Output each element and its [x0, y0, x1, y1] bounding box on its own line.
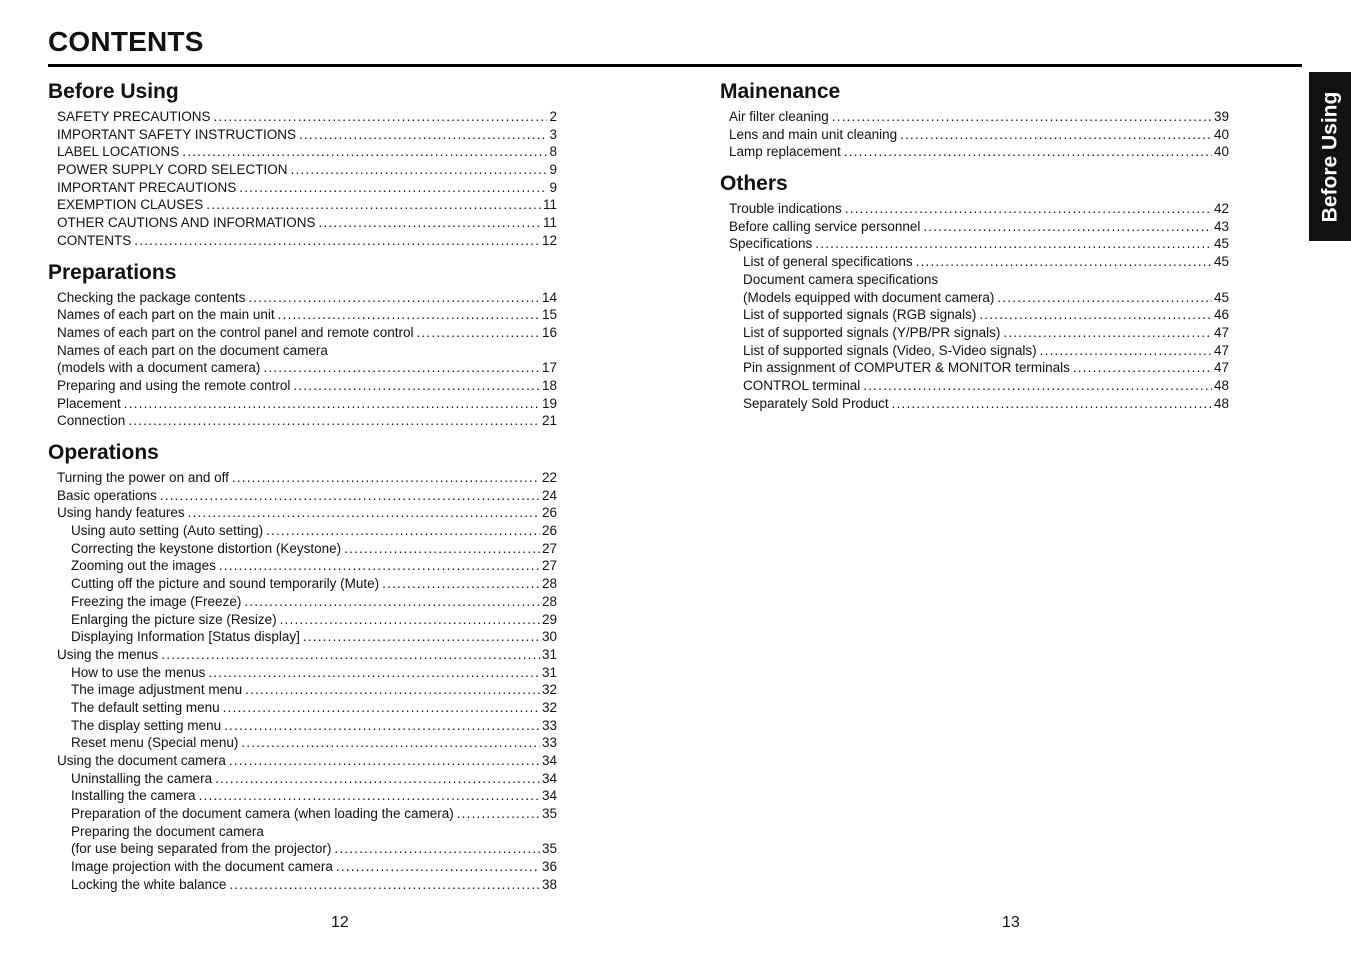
- dot-leader: [1073, 359, 1212, 377]
- toc-entry[interactable]: [57, 126, 557, 144]
- section-heading: Preparations: [48, 260, 177, 284]
- toc-entry-page: 33: [541, 717, 557, 733]
- toc-entry[interactable]: [71, 699, 557, 717]
- toc-section-preparations: [48, 259, 558, 431]
- toc-entry-label: Preparing and using the remote control: [57, 377, 291, 393]
- toc-entry-page: 26: [541, 523, 557, 539]
- dot-leader: [182, 143, 547, 161]
- toc-entry-label: Preparation of the document camera (when loading the camera): [71, 806, 454, 822]
- dot-leader: [219, 557, 540, 575]
- toc-entry[interactable]: [71, 628, 557, 646]
- toc-entry-page: 47: [1213, 360, 1229, 376]
- toc-entry-label: Air filter cleaning: [729, 109, 829, 124]
- toc-entry-page: 33: [541, 735, 557, 751]
- toc-section-before-using: [48, 78, 558, 250]
- toc-entry-label: How to use the menus: [71, 664, 206, 680]
- toc-entry-label: Preparing the document camera: [71, 823, 264, 839]
- toc-entry-page: 9: [549, 162, 557, 178]
- toc-entry-label: OTHER CAUTIONS AND INFORMATIONS: [57, 215, 316, 231]
- toc-entry-label: Installing the camera: [71, 788, 196, 804]
- toc-entry[interactable]: [57, 324, 557, 342]
- dot-leader: [291, 161, 548, 179]
- dot-leader: [815, 235, 1212, 253]
- toc-entry-label: IMPORTANT SAFETY INSTRUCTIONS: [57, 126, 297, 142]
- toc-entry[interactable]: [57, 395, 557, 413]
- dot-leader: [215, 770, 540, 788]
- toc-entry-page: 12: [541, 232, 557, 248]
- toc-entry[interactable]: [57, 289, 557, 307]
- toc-entry[interactable]: [57, 108, 557, 126]
- dot-leader: [248, 289, 540, 307]
- dot-leader: [299, 126, 547, 144]
- toc-entry[interactable]: [57, 646, 557, 664]
- toc-entry-page: 38: [541, 876, 557, 892]
- toc-entry[interactable]: [57, 752, 557, 770]
- dot-leader: [845, 200, 1212, 218]
- toc-entry-label: Before calling service personnel: [729, 218, 921, 234]
- dot-leader: [263, 359, 540, 377]
- toc-entry-page: 29: [541, 611, 557, 627]
- dot-leader: [124, 395, 540, 413]
- toc-entry-page: 40: [1213, 126, 1229, 142]
- toc-entry-page: 30: [541, 629, 557, 645]
- toc-entry-page: 21: [541, 413, 557, 429]
- toc-entry-page: 9: [549, 179, 557, 195]
- toc-entry[interactable]: [71, 876, 557, 894]
- toc-entry[interactable]: [71, 858, 557, 876]
- toc-entry-page: 14: [541, 289, 557, 305]
- toc-entry-label: EXEMPTION CLAUSES: [57, 197, 204, 213]
- toc-entry-page: 27: [541, 558, 557, 574]
- toc-entry[interactable]: [57, 179, 557, 197]
- toc-entry-page: 11: [542, 197, 557, 213]
- toc-entry-label: Using auto setting (Auto setting): [71, 523, 264, 539]
- toc-entry-label: Names of each part on the main unit: [57, 307, 275, 323]
- toc-entry-page: 19: [541, 395, 557, 411]
- toc-entry-page: 22: [541, 470, 557, 485]
- toc-entry[interactable]: [57, 232, 557, 250]
- right-column: [720, 78, 1230, 421]
- toc-entry-page: 34: [541, 770, 557, 786]
- dot-leader: [223, 699, 540, 717]
- toc-entry[interactable]: [71, 593, 557, 611]
- page-number-right: 13: [1002, 914, 1020, 931]
- dot-leader: [241, 734, 540, 752]
- toc-entry[interactable]: [729, 200, 1229, 218]
- toc-entry-label: Uninstalling the camera: [71, 770, 213, 786]
- toc-entry-page: 48: [1213, 395, 1229, 411]
- toc-entry-label: (models with a document camera): [57, 360, 261, 376]
- left-column: [48, 78, 558, 903]
- toc-entry-page: 24: [541, 487, 557, 503]
- dot-leader: [188, 504, 540, 522]
- toc-entry-label: Pin assignment of COMPUTER & MONITOR terminals: [743, 360, 1070, 376]
- toc-entry-label: Reset menu (Special menu): [71, 735, 239, 751]
- toc-entry-label: Freezing the image (Freeze): [71, 593, 242, 609]
- toc-entry[interactable]: [57, 161, 557, 179]
- toc-entry-label: List of supported signals (Video, S-Video signals): [743, 342, 1037, 358]
- title-rule: [48, 64, 1302, 67]
- dot-leader: [416, 324, 540, 342]
- toc-entry[interactable]: [743, 253, 1229, 271]
- toc-entry-label: SAFETY PRECAUTIONS: [57, 109, 211, 124]
- toc-entry-page: 46: [1213, 307, 1229, 323]
- toc-entry-label: Names of each part on the control panel and remote control: [57, 324, 414, 340]
- toc-entry[interactable]: [57, 306, 557, 324]
- toc-entry-label: The image adjustment menu: [71, 682, 243, 698]
- dot-leader: [232, 469, 540, 487]
- toc-entry-label: Turning the power on and off: [57, 470, 229, 485]
- toc-entry-label: Enlarging the picture size (Resize): [71, 611, 277, 627]
- toc-entry[interactable]: [57, 412, 557, 430]
- side-tab-label: Before Using: [1318, 91, 1341, 222]
- dot-leader: [319, 214, 541, 232]
- toc-entry-page: 15: [541, 307, 557, 323]
- toc-entry-label: Using handy features: [57, 505, 185, 521]
- toc-entry-label: List of supported signals (RGB signals): [743, 307, 977, 323]
- toc-entry-label: Document camera specifications: [743, 271, 939, 287]
- toc-entry-page: 36: [541, 859, 557, 875]
- toc-entry-label: Cutting off the picture and sound temporarily (Mute): [71, 576, 380, 592]
- toc-entry[interactable]: [743, 289, 1229, 307]
- toc-entry[interactable]: [729, 126, 1229, 144]
- toc-entry-page: 8: [549, 144, 557, 160]
- toc-entry[interactable]: [57, 469, 557, 487]
- dot-leader: [208, 664, 540, 682]
- page-number-left: 12: [331, 914, 349, 931]
- toc-entry-page: 35: [541, 806, 557, 822]
- toc-entry-page: 17: [541, 360, 557, 376]
- toc-entry[interactable]: [57, 342, 557, 360]
- section-heading: Operations: [48, 441, 159, 464]
- toc-entry-label: LABEL LOCATIONS: [57, 144, 180, 160]
- dot-leader: [161, 646, 540, 664]
- toc-entry-label: Names of each part on the document camera: [57, 342, 328, 358]
- toc-entry-label: CONTENTS: [57, 232, 132, 248]
- dot-leader: [892, 395, 1212, 413]
- toc-entry[interactable]: [57, 214, 557, 232]
- toc-entry-label: Locking the white balance: [71, 876, 227, 892]
- toc-entry-label: Using the menus: [57, 646, 159, 662]
- toc-entry[interactable]: [71, 557, 557, 575]
- toc-entry-label: Displaying Information [Status display]: [71, 629, 300, 645]
- toc-section-operations: [48, 439, 558, 894]
- dot-leader: [863, 377, 1212, 395]
- toc-entry[interactable]: [743, 377, 1229, 395]
- toc-entry[interactable]: [71, 805, 557, 823]
- dot-leader: [997, 289, 1212, 307]
- dot-leader: [344, 540, 540, 558]
- toc-entry-page: 34: [541, 788, 557, 804]
- dot-leader: [224, 717, 540, 735]
- section-heading: Others: [720, 172, 788, 196]
- toc-entry-page: 2: [549, 109, 557, 124]
- toc-entry-label: IMPORTANT PRECAUTIONS: [57, 179, 237, 195]
- toc-entry-label: Basic operations: [57, 487, 157, 503]
- dot-leader: [160, 487, 540, 505]
- dot-leader: [334, 840, 540, 858]
- toc-entry-page: 31: [541, 646, 557, 662]
- section-heading: Mainenance: [720, 80, 841, 103]
- page-title: CONTENTS: [48, 26, 204, 57]
- toc-entry[interactable]: [71, 611, 557, 629]
- toc-entry-label: Zooming out the images: [71, 558, 216, 574]
- dot-leader: [214, 108, 548, 126]
- toc-entry-page: 48: [1213, 377, 1229, 393]
- toc-entry[interactable]: [71, 840, 557, 858]
- toc-entry-label: Using the document camera: [57, 753, 226, 768]
- toc-entry[interactable]: [57, 504, 557, 522]
- toc-entry-page: 28: [541, 593, 557, 609]
- toc-entry-page: 34: [541, 753, 557, 768]
- section-heading: Before Using: [48, 80, 179, 103]
- toc-entry[interactable]: [729, 235, 1229, 253]
- toc-entry-page: 35: [541, 841, 557, 857]
- toc-entry-label: CONTROL terminal: [743, 377, 861, 393]
- dot-leader: [128, 412, 540, 430]
- toc-entry[interactable]: [743, 271, 1229, 289]
- toc-entry-page: 45: [1213, 254, 1229, 270]
- toc-entry-page: 42: [1213, 201, 1229, 217]
- toc-entry[interactable]: [71, 522, 557, 540]
- dot-leader: [832, 108, 1212, 126]
- side-tab: [1309, 72, 1351, 241]
- dot-leader: [293, 377, 540, 395]
- toc-entry-page: 27: [541, 540, 557, 556]
- toc-entry[interactable]: [743, 306, 1229, 324]
- dot-leader: [916, 253, 1212, 271]
- dot-leader: [336, 858, 540, 876]
- dot-leader: [979, 306, 1212, 324]
- toc-entry-label: The display setting menu: [71, 717, 222, 733]
- toc-entry[interactable]: [71, 575, 557, 593]
- toc-entry[interactable]: [57, 143, 557, 161]
- toc-entry[interactable]: [71, 734, 557, 752]
- toc-entry[interactable]: [71, 823, 557, 841]
- dot-leader: [278, 306, 540, 324]
- dot-leader: [244, 593, 540, 611]
- toc-entry-page: 3: [549, 126, 557, 142]
- dot-leader: [900, 126, 1212, 144]
- toc-entry-page: 26: [541, 505, 557, 521]
- dot-leader: [457, 805, 540, 823]
- dot-leader: [245, 681, 540, 699]
- toc-entry[interactable]: [743, 342, 1229, 360]
- toc-entry-label: Image projection with the document camera: [71, 859, 333, 875]
- toc-entry-label: Correcting the keystone distortion (Keystone): [71, 540, 342, 556]
- dot-leader: [1003, 324, 1212, 342]
- toc-section-others: [720, 170, 1230, 412]
- toc-entry-label: Lens and main unit cleaning: [729, 126, 898, 142]
- dot-leader: [239, 179, 547, 197]
- toc-entry-page: 43: [1213, 218, 1229, 234]
- dot-leader: [229, 876, 540, 894]
- toc-section-mainenance: [720, 78, 1230, 161]
- toc-entry-label: List of general specifications: [743, 254, 913, 270]
- toc-entry[interactable]: [57, 377, 557, 395]
- toc-entry[interactable]: [71, 717, 557, 735]
- toc-entry[interactable]: [743, 324, 1229, 342]
- toc-entry-page: 47: [1213, 342, 1229, 358]
- toc-entry-label: Placement: [57, 395, 121, 411]
- dot-leader: [303, 628, 540, 646]
- toc-entry[interactable]: [57, 487, 557, 505]
- toc-entry-page: 32: [541, 699, 557, 715]
- dot-leader: [229, 752, 540, 770]
- dot-leader: [134, 232, 540, 250]
- toc-entry[interactable]: [743, 395, 1229, 413]
- toc-entry[interactable]: [71, 540, 557, 558]
- toc-entry-label: Checking the package contents: [57, 289, 246, 305]
- dot-leader: [923, 218, 1212, 236]
- toc-entry-label: The default setting menu: [71, 699, 220, 715]
- toc-entry-label: Lamp replacement: [729, 144, 841, 160]
- toc-entry[interactable]: [729, 143, 1229, 161]
- toc-entry-page: 28: [541, 576, 557, 592]
- toc-entry-label: List of supported signals (Y/PB/PR signals): [743, 324, 1001, 340]
- toc-entry-page: 18: [541, 377, 557, 393]
- toc-entry[interactable]: [71, 787, 557, 805]
- toc-entry-label: POWER SUPPLY CORD SELECTION: [57, 162, 288, 178]
- dot-leader: [199, 787, 540, 805]
- toc-entry[interactable]: [71, 681, 557, 699]
- dot-leader: [1040, 342, 1212, 360]
- toc-entry[interactable]: [71, 770, 557, 788]
- toc-entry-label: (for use being separated from the projector): [71, 841, 332, 857]
- toc-entry-page: 40: [1213, 144, 1229, 160]
- toc-entry-page: 47: [1213, 324, 1229, 340]
- dot-leader: [266, 522, 540, 540]
- toc-entry[interactable]: [729, 108, 1229, 126]
- toc-entry-page: 16: [541, 324, 557, 340]
- toc-entry-label: Separately Sold Product: [743, 395, 889, 411]
- dot-leader: [844, 143, 1212, 161]
- toc-entry-page: 11: [542, 215, 557, 231]
- toc-entry-label: Connection: [57, 413, 126, 429]
- dot-leader: [382, 575, 540, 593]
- toc-entry-label: Specifications: [729, 236, 813, 252]
- toc-entry-page: 31: [541, 664, 557, 680]
- toc-entry[interactable]: [743, 359, 1229, 377]
- toc-entry-page: 45: [1213, 289, 1229, 305]
- toc-entry[interactable]: [71, 664, 557, 682]
- toc-entry-page: 39: [1213, 109, 1229, 124]
- toc-entry-label: Trouble indications: [729, 201, 842, 217]
- toc-entry-page: 32: [541, 682, 557, 698]
- toc-entry-page: 45: [1213, 236, 1229, 252]
- dot-leader: [206, 196, 541, 214]
- toc-entry[interactable]: [57, 196, 557, 214]
- toc-entry[interactable]: [729, 218, 1229, 236]
- toc-entry-label: (Models equipped with document camera): [743, 289, 995, 305]
- toc-entry[interactable]: [57, 359, 557, 377]
- dot-leader: [280, 611, 540, 629]
